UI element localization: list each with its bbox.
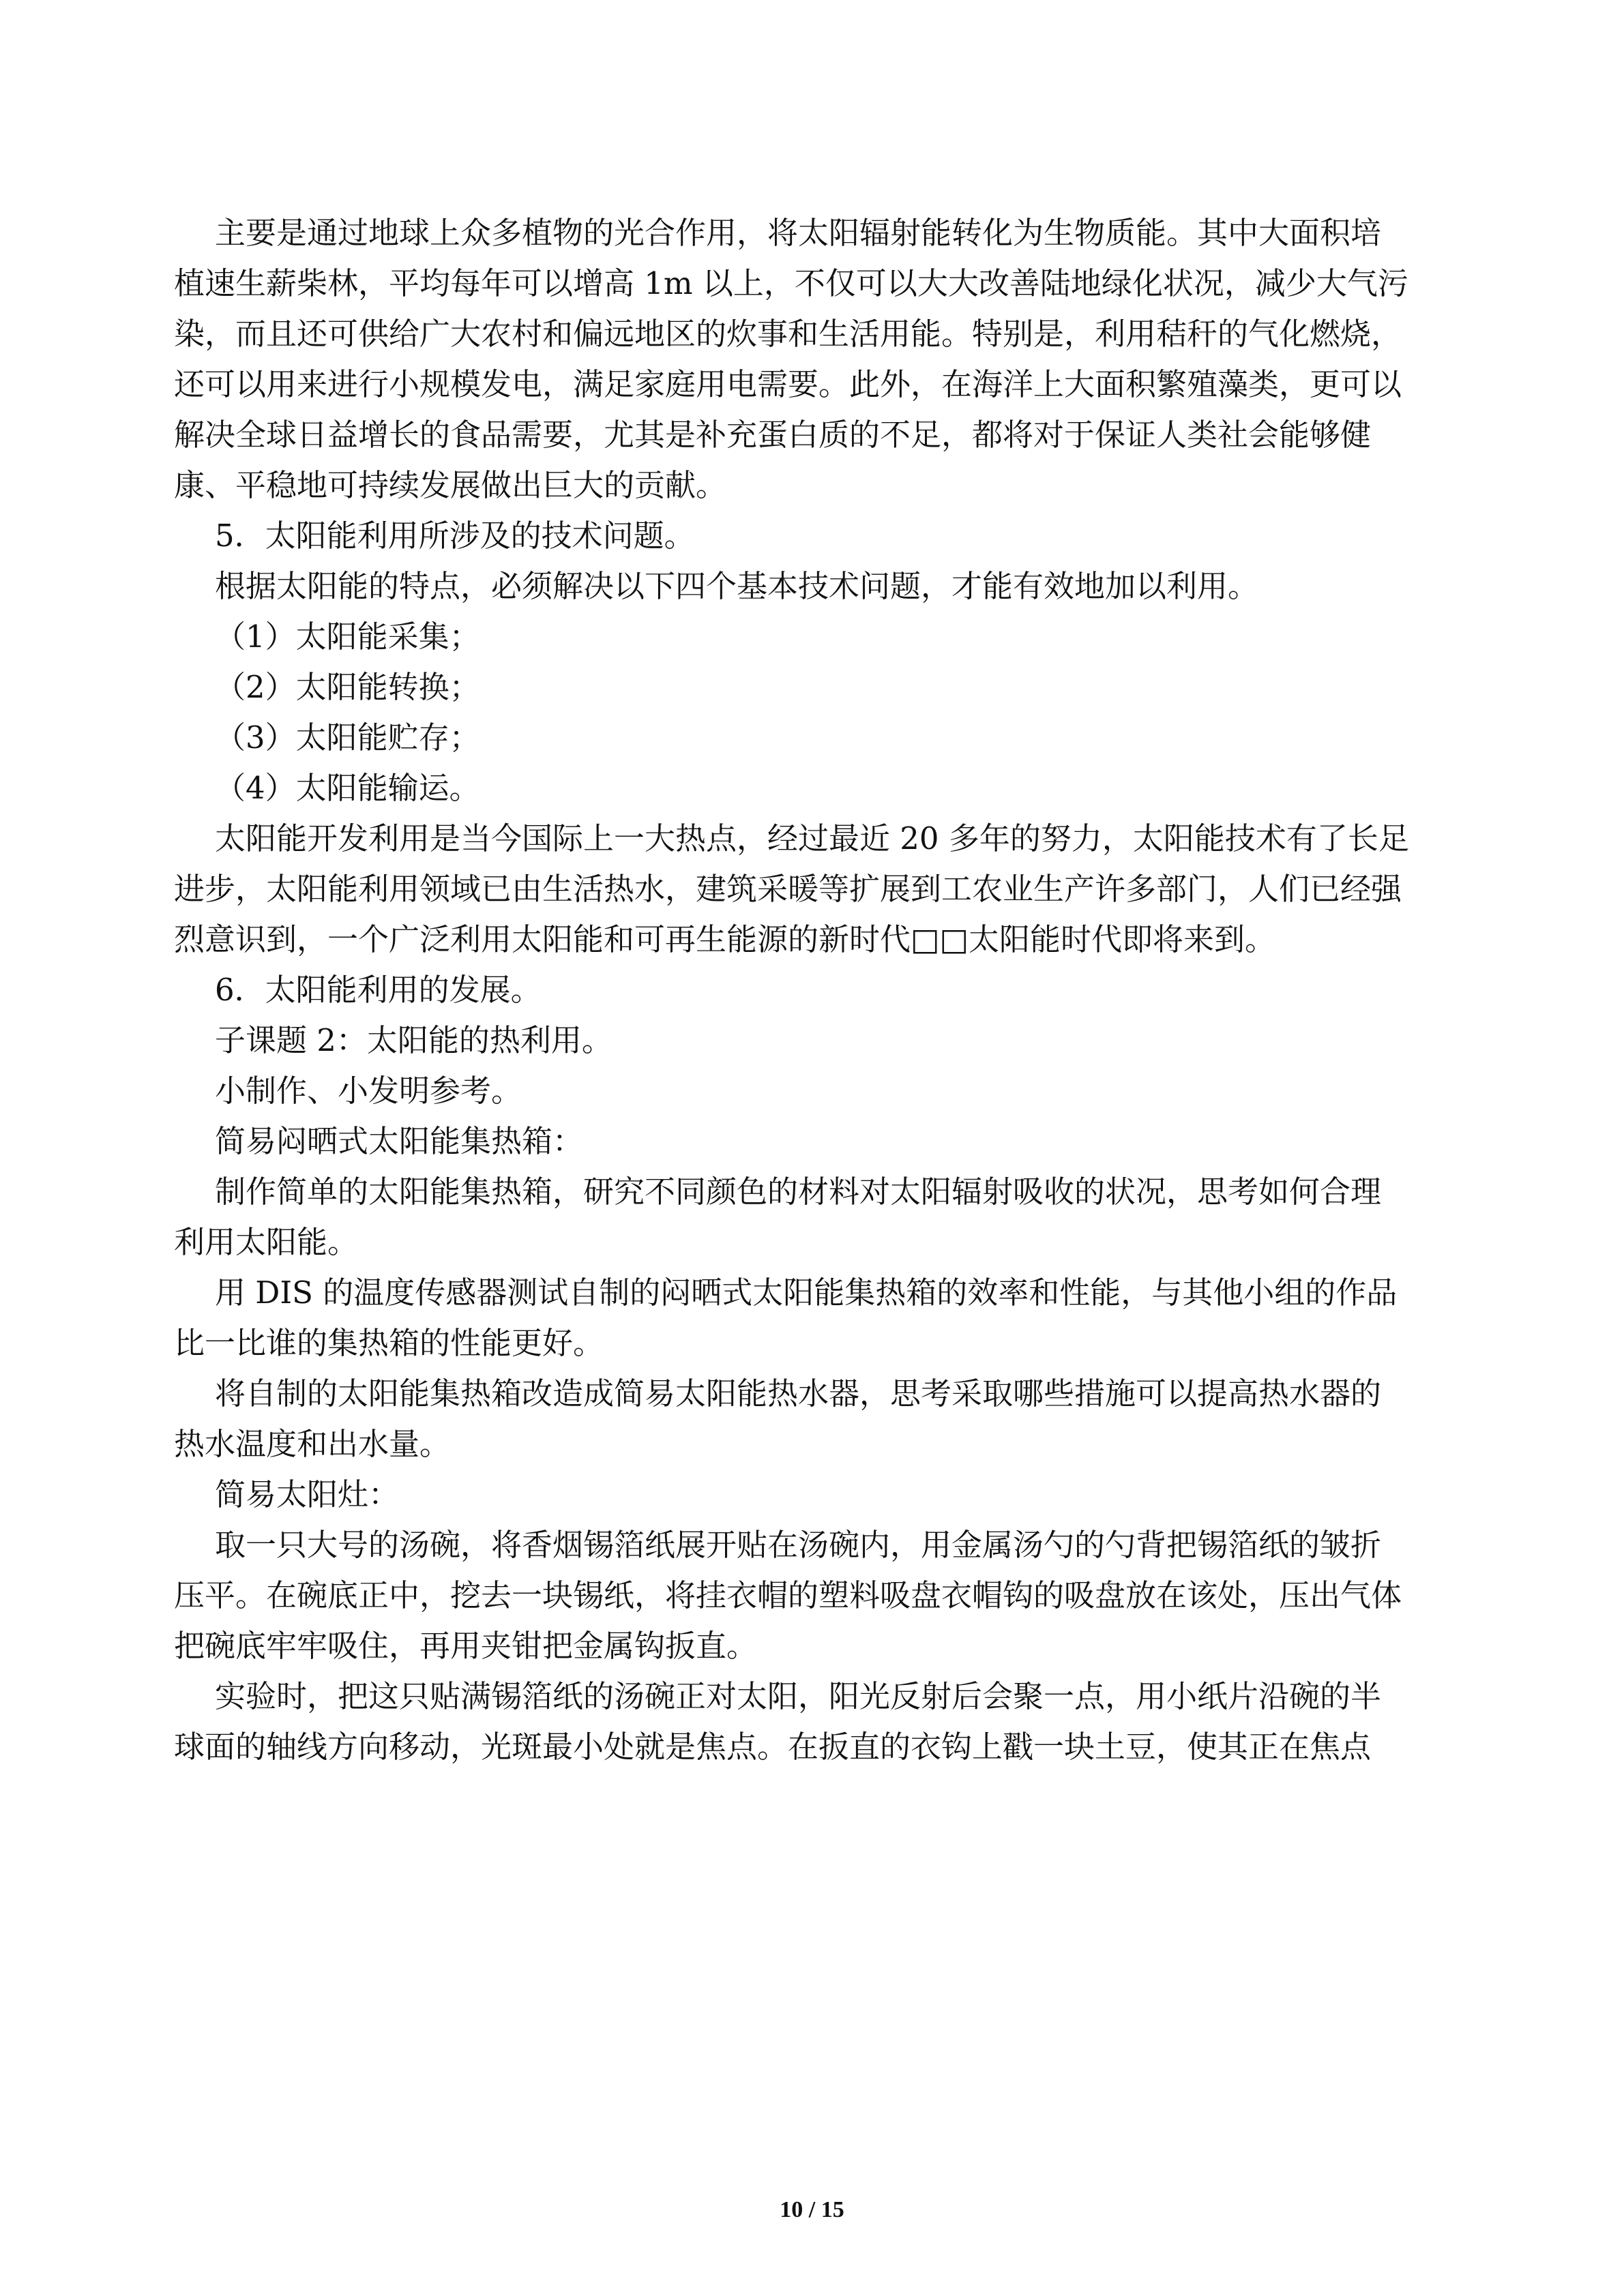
list-item: （2）太阳能转换； [215, 669, 480, 705]
text-line: 热水温度和出水量。 [174, 1426, 451, 1462]
text-line: 染，而且还可供给广大农村和偏远地区的炊事和生活用能。特别是，利用秸秆的气化燃烧， [174, 316, 1402, 352]
list-item: （1）太阳能采集； [215, 618, 480, 655]
text-line: 压平。在碗底正中，挖去一块锡纸，将挂衣帽的塑料吸盘衣帽钩的吸盘放在该处，压出气体 [174, 1577, 1402, 1613]
section-heading: 6．太阳能利用的发展。 [215, 972, 542, 1008]
text-line: 小制作、小发明参考。 [215, 1073, 522, 1109]
text-line: 还可以用来进行小规模发电，满足家庭用电需要。此外，在海洋上大面积繁殖藻类，更可以 [174, 366, 1402, 402]
text-line: 解决全球日益增长的食品需要，尤其是补充蛋白质的不足，都将对于保证人类社会能够健 [174, 417, 1372, 453]
text-line: 比一比谁的集热箱的性能更好。 [174, 1325, 604, 1361]
text-line: 根据太阳能的特点，必须解决以下四个基本技术问题，才能有效地加以利用。 [215, 568, 1259, 604]
list-item: （3）太阳能贮存； [215, 719, 480, 756]
text-line: 康、平稳地可持续发展做出巨大的贡献。 [174, 467, 727, 503]
text-line: 用 DIS 的温度传感器测试自制的闷晒式太阳能集热箱的效率和性能，与其他小组的作品 [215, 1274, 1398, 1311]
text-line: 实验时，把这只贴满锡箔纸的汤碗正对太阳，阳光反射后会聚一点，用小纸片沿碗的半 [215, 1678, 1382, 1714]
subtopic-heading: 子课题 2：太阳能的热利用。 [215, 1022, 612, 1058]
text-line: 把碗底牢牢吸住，再用夹钳把金属钩扳直。 [174, 1628, 758, 1664]
text-line: 烈意识到，一个广泛利用太阳能和可再生能源的新时代□□太阳能时代即将来到。 [174, 921, 1276, 957]
text-line: 制作简单的太阳能集热箱，研究不同颜色的材料对太阳辐射吸收的状况，思考如何合理 [215, 1174, 1382, 1210]
page-number: 10 / 15 [780, 2197, 844, 2222]
text-line: 主要是通过地球上众多植物的光合作用，将太阳辐射能转化为生物质能。其中大面积培 [215, 215, 1382, 251]
text-line: 太阳能开发利用是当今国际上一大热点，经过最近 20 多年的努力，太阳能技术有了长足 [215, 820, 1409, 856]
body-text [174, 208, 1470, 1772]
list-item: （4）太阳能输运。 [215, 770, 480, 806]
text-line: 简易太阳灶： [215, 1476, 400, 1512]
text-line: 利用太阳能。 [174, 1224, 359, 1260]
text-line: 简易闷晒式太阳能集热箱： [215, 1123, 584, 1159]
text-line: 取一只大号的汤碗，将香烟锡箔纸展开贴在汤碗内，用金属汤勺的勺背把锡箔纸的皱折 [215, 1527, 1382, 1563]
text-line: 将自制的太阳能集热箱改造成简易太阳能热水器，思考采取哪些措施可以提高热水器的 [215, 1375, 1382, 1412]
section-heading: 5．太阳能利用所涉及的技术问题。 [215, 518, 695, 554]
text-line: 植速生薪柴林，平均每年可以增高 1m 以上，不仅可以大大改善陆地绿化状况，减少大气污 [174, 265, 1408, 301]
text-line: 进步，太阳能利用领域已由生活热水，建筑采暖等扩展到工农业生产许多部门，人们已经强 [174, 871, 1402, 907]
text-line: 球面的轴线方向移动，光斑最小处就是焦点。在扳直的衣钩上戳一块土豆，使其正在焦点 [174, 1729, 1372, 1765]
